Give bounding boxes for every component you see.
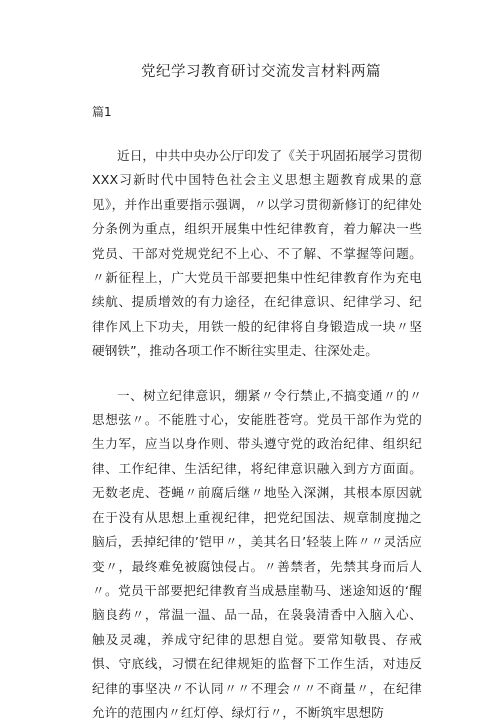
paragraph-2: 一、树立纪律意识，绷紧〃令行禁止,不搞变通〃的〃思想弦〃。不能胜寸心，安能胜苍穹。党员干部作为党的生力军，应当以身作则、带头遵守党的政治纪律、组织纪律、工作纪律、生活纪律，将纪律意识融入到方方面面。无数老虎、苍蝇〃前腐后继〃地坠入深渊，其根本原因就在于没有从思想上重视纪律，把党纪国法、规章制度抛之脑后，丢掉纪律的’铠甲〃，美其名日’轻装上阵〃〃灵活应变〃，最终难免被腐蚀侵占。〃善禁者，先禁其身而后人〃。党员干部要把纪律教育当成悬崖勒马、迷途知返的‘醒脑良药〃，常温一温、品一品，在袅袅清香中入脑入心、触及灵魂，养成守纪律的思想自觉。要常知敬畏、存戒惧、守底线，习惯在纪律规矩的监督下工作生活，对违反纪律的事坚决〃不认同〃〃不理会〃〃不商量〃，在纪律允许的范围内〃红灯停、绿灯行〃，不断筑牢思想防 bbox=[92, 387, 422, 720]
document-title: 党纪学习教育研讨交流发言材料两篇 bbox=[141, 64, 381, 80]
section-label: 篇1 bbox=[92, 105, 112, 119]
paragraph-1: 近日，中共中央办公厅印发了《关于巩固拓展学习贯彻XXX习新时代中国特色社会主义思想主题教育成果的意见》，并作出重要指示强调，〃以学习贯彻新修订的纪律处分条例为重点，组织开展集中性纪律教育，着力解决一些党员、干部对党规党纪不上心、不了解、不掌握等问题。〃新征程上，广大党员干部要把集中性纪律教育作为充电续航、提质增效的有力途径，在纪律意识、纪律学习、纪律作风上下功夫，用铁一般的纪律将自身锻造成一块〃坚硬钢铁”，推动各项工作不断往实里走、往深处走。 bbox=[92, 148, 422, 359]
